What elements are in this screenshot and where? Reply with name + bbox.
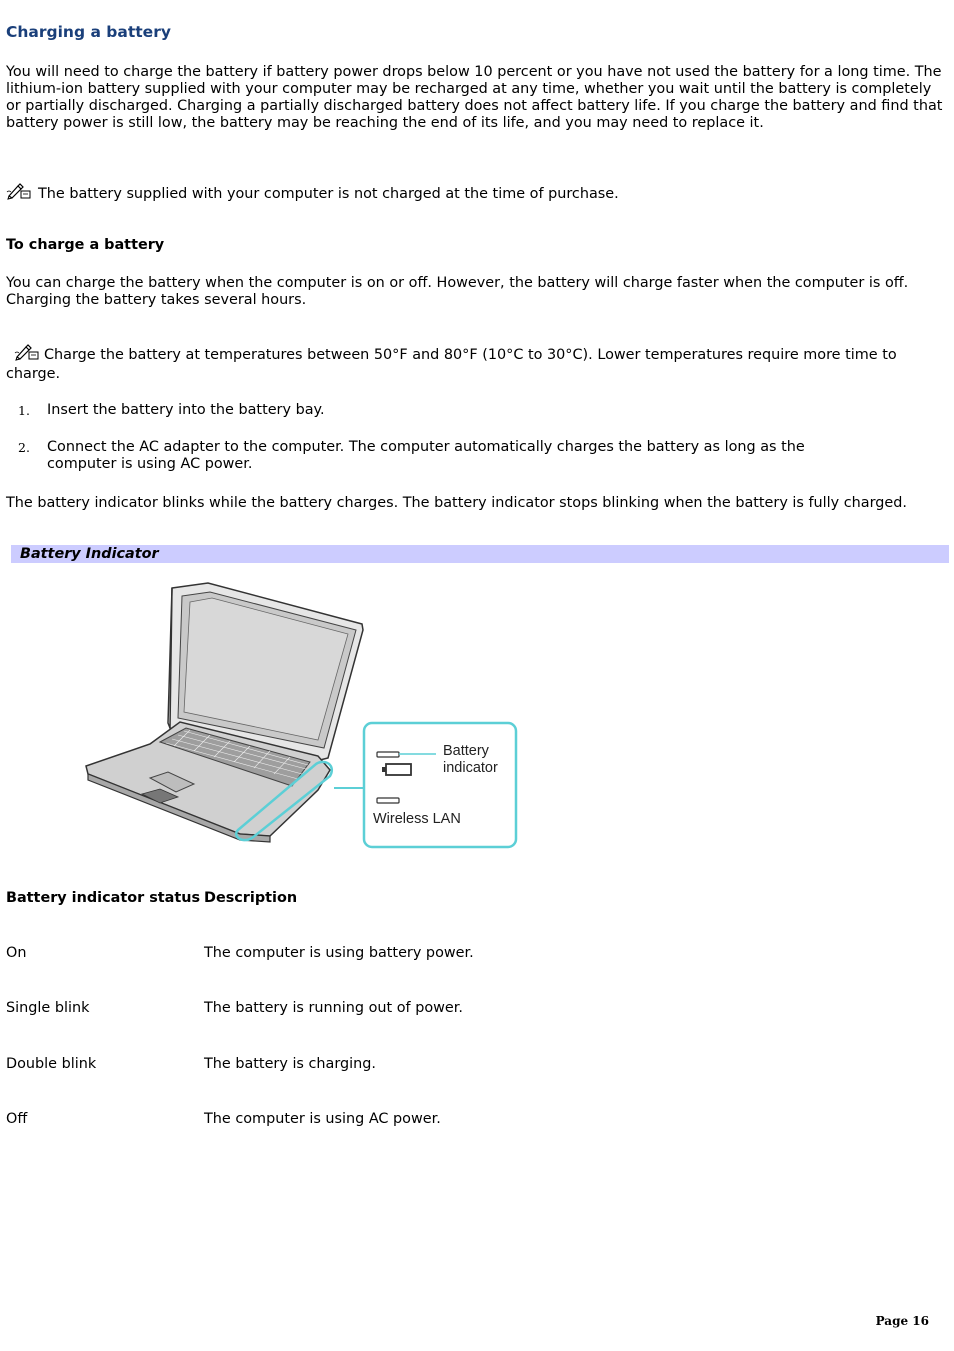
page-title: Charging a battery (6, 23, 171, 41)
note-pen-icon (14, 343, 40, 366)
section-heading: To charge a battery (6, 237, 165, 253)
laptop-illustration (80, 578, 530, 863)
indicator-paragraph: The battery indicator blinks while the battery charges. The battery indicator stops blinking when the battery is fully charged. (6, 495, 907, 511)
label-line: indicator (443, 760, 498, 776)
wireless-lan-label: Wireless LAN (373, 811, 461, 827)
table-header-description: Description (204, 890, 298, 906)
figure-caption: Battery Indicator (20, 546, 159, 562)
step-text: Insert the battery into the battery bay. (47, 402, 325, 418)
table-cell-status: On (6, 945, 27, 961)
page-number: Page 16 (875, 1314, 929, 1328)
step-number: 2. (18, 440, 30, 455)
figure-caption-bar (11, 545, 949, 563)
charge-paragraph: You can charge the battery when the computer is on or off. However, the battery will charge faster when the computer is off. Charging the battery takes several hours. (6, 275, 909, 308)
battery-indicator-label (443, 743, 498, 777)
table-header-status: Battery indicator status (6, 890, 201, 906)
note-text: Charge the battery at temperatures between 50°F and 80°F (10°C to 30°C). Lower temperatures require more time to charge. (6, 347, 897, 382)
label-line: Battery (443, 743, 489, 759)
note-temperature (6, 343, 948, 383)
table-cell-description: The computer is using AC power. (204, 1111, 441, 1127)
note-purchase (6, 182, 948, 205)
table-cell-status: Double blink (6, 1056, 97, 1072)
table-cell-description: The battery is running out of power. (204, 1000, 463, 1016)
table-cell-description: The computer is using battery power. (204, 945, 474, 961)
step-text: Connect the AC adapter to the computer. The computer automatically charges the battery as long as the computer is using AC power. (47, 439, 805, 472)
note-pen-icon (6, 182, 32, 205)
intro-paragraph: You will need to charge the battery if battery power drops below 10 percent or you have not used the battery for a long time. The lithium-ion battery supplied with your computer may be recharged at any time, whether you wait until the battery is completely or partially discharged. Charging a partially discharged battery does not affect battery life. If you charge the battery and find that battery power is still low, the battery may be reaching the end of its life, and you may need to replace it. (6, 64, 943, 131)
step-number: 1. (18, 403, 30, 418)
note-text: The battery supplied with your computer is not charged at the time of purchase. (38, 186, 619, 202)
table-cell-status: Off (6, 1111, 28, 1127)
table-cell-description: The battery is charging. (204, 1056, 376, 1072)
table-cell-status: Single blink (6, 1000, 90, 1016)
